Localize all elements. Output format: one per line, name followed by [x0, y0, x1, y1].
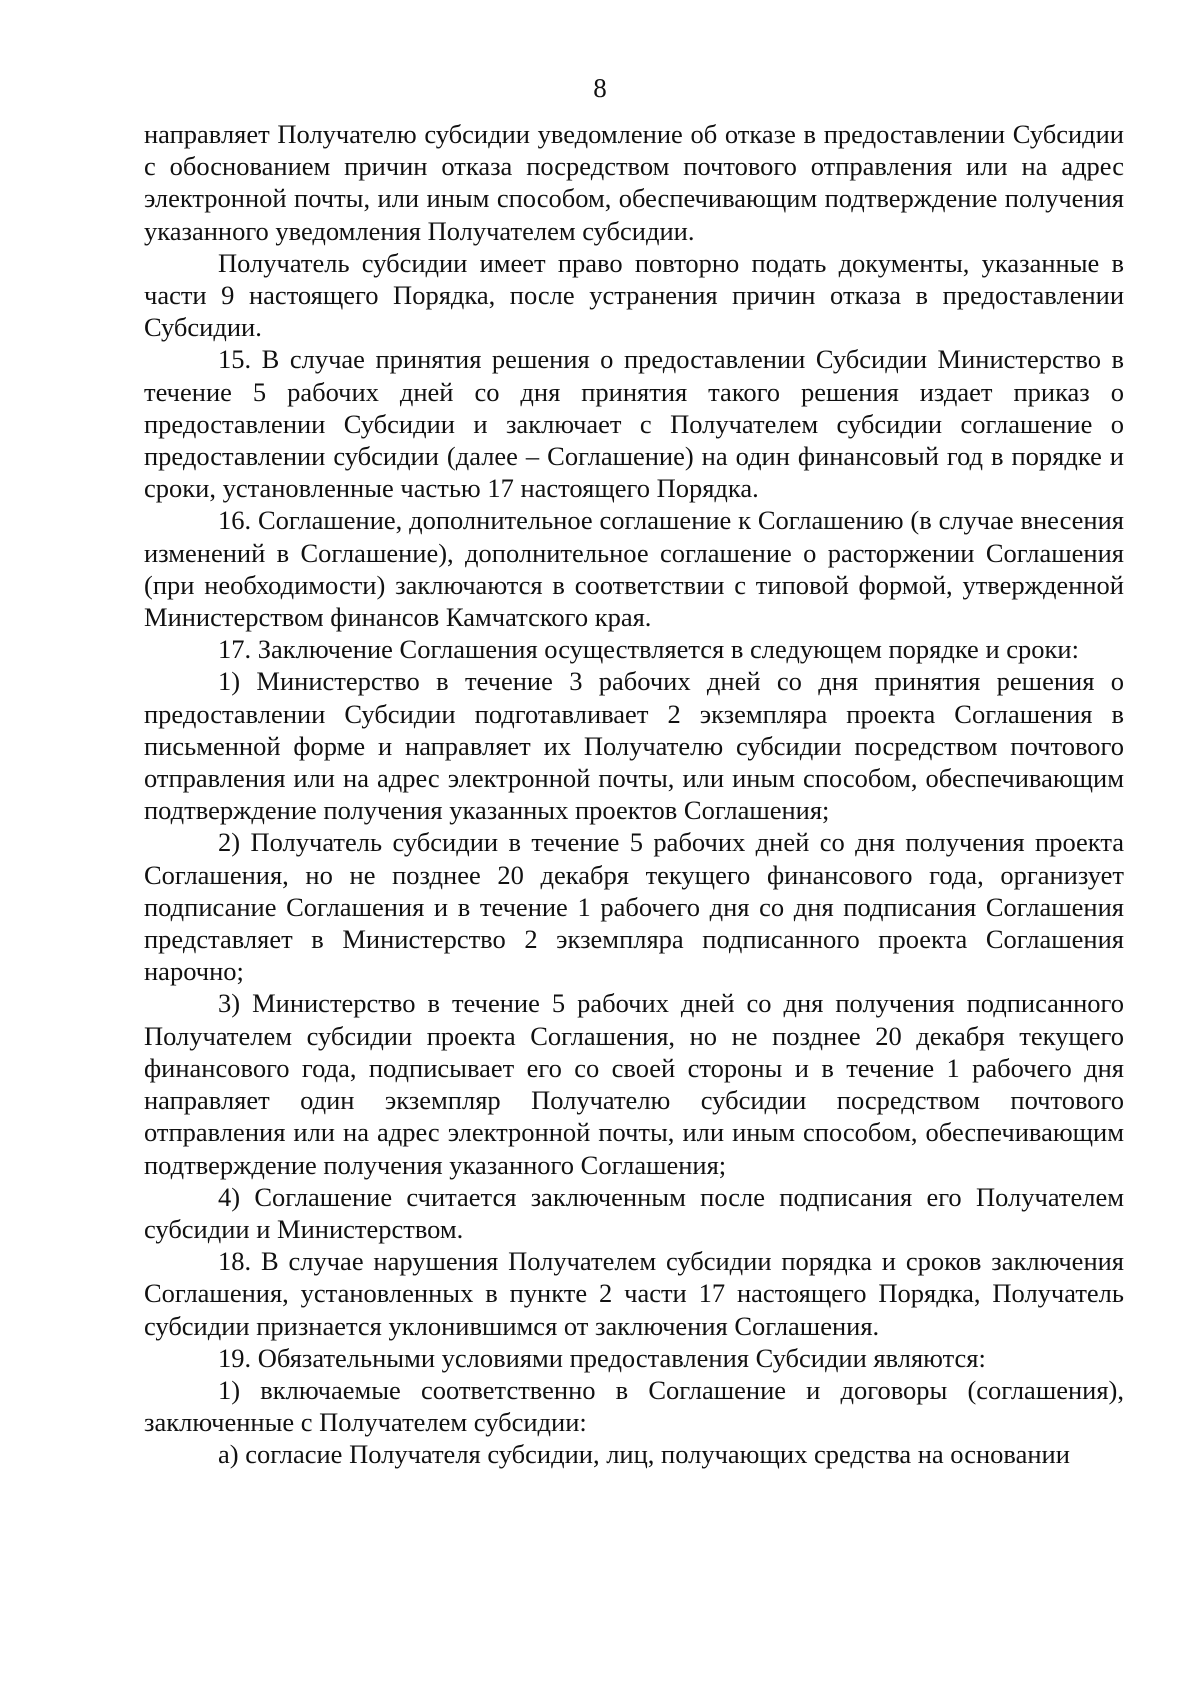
- paragraph-item-15: 15. В случае принятия решения о предоставлении Субсидии Министерство в течение 5 рабочих дней со дня принятия такого решения издает приказ о предоставлении Субсидии и заключает с Получателем субсидии соглашение о предоставлении субсидии (далее – Соглашение) на один финансовый год в порядке и сроки, установленные частью 17 настоящего Порядка.: [144, 344, 1124, 504]
- subitem-17-1: 1) Министерство в течение 3 рабочих дней со дня принятия решения о предоставлении Субсидии подготавливает 2 экземпляра проекта Соглашения в письменной форме и направляет их Получателю субсидии посредством почтового отправления или на адрес электронной почты, или иным способом, обеспечивающим подтверждение получения указанных проектов Соглашения;: [144, 666, 1124, 826]
- paragraph-item-16: 16. Соглашение, дополнительное соглашение к Соглашению (в случае внесения изменений в Соглашение), дополнительное соглашение о расторжении Соглашения (при необходимости) заключаются в соответствии с типовой формой, утвержденной Министерством финансов Камчатского края.: [144, 505, 1124, 633]
- paragraph: Получатель субсидии имеет право повторно подать документы, указанные в части 9 настоящего Порядка, после устранения причин отказа в предоставлении Субсидии.: [144, 247, 1124, 343]
- subitem-19-1-a: а) согласие Получателя субсидии, лиц, получающих средства на основании: [218, 1439, 1070, 1470]
- page-number: 8: [593, 73, 607, 103]
- subitem-17-3: 3) Министерство в течение 5 рабочих дней со дня получения подписанного Получателем субсидии проекта Соглашения, но не позднее 20 декабря текущего финансового года, подписывает его со своей стороны и в течение 1 рабочего дня направляет один экземпляр Получателю субсидии посредством почтового отправления или на адрес электронной почты, или иным способом, обеспечивающим подтверждение получения указанного Соглашения;: [144, 988, 1124, 1180]
- paragraph-item-17: 17. Заключение Соглашения осуществляется в следующем порядке и сроки:: [218, 634, 1079, 665]
- paragraph-item-19: 19. Обязательными условиями предоставления Субсидии являются:: [218, 1342, 986, 1373]
- document-body: [144, 118, 1124, 1471]
- subitem-19-1: 1) включаемые соответственно в Соглашение и договоры (соглашения), заключенные с Получателем субсидии:: [144, 1374, 1124, 1438]
- paragraph: направляет Получателю субсидии уведомление об отказе в предоставлении Субсидии с обоснованием причин отказа посредством почтового отправления или на адрес электронной почты, или иным способом, обеспечивающим подтверждение получения указанного уведомления Получателем субсидии.: [144, 119, 1124, 246]
- paragraph-item-18: 18. В случае нарушения Получателем субсидии порядка и сроков заключения Соглашения, установленных в пункте 2 части 17 настоящего Порядка, Получатель субсидии признается уклонившимся от заключения Соглашения.: [144, 1246, 1124, 1341]
- subitem-17-2: 2) Получатель субсидии в течение 5 рабочих дней со дня получения проекта Соглашения, но не позднее 20 декабря текущего финансового года, организует подписание Соглашения и в течение 1 рабочего дня со дня подписания Соглашения представляет в Министерство 2 экземпляра подписанного проекта Соглашения нарочно;: [144, 827, 1124, 987]
- subitem-17-4: 4) Соглашение считается заключенным после подписания его Получателем субсидии и Министерством.: [144, 1181, 1124, 1244]
